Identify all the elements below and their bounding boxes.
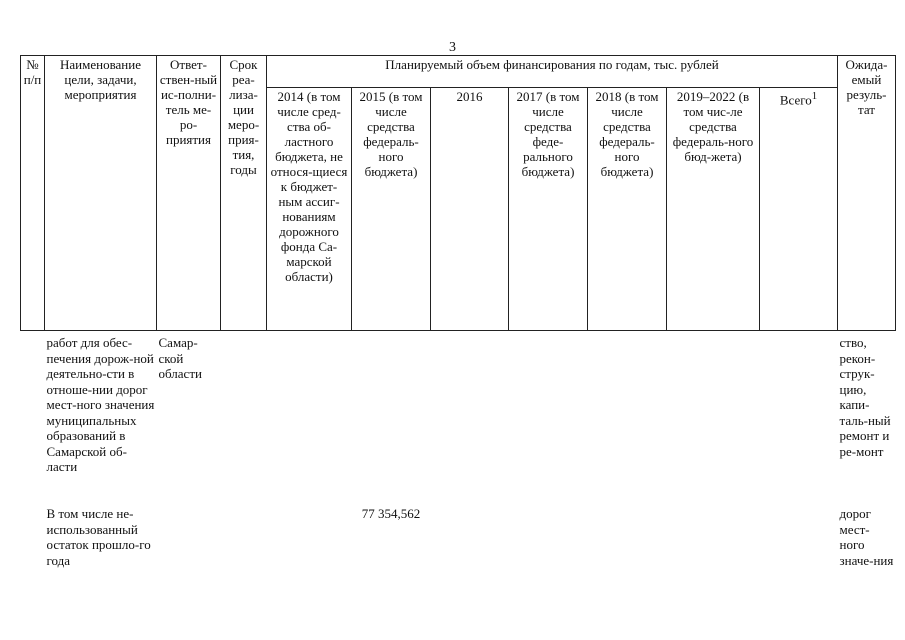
page-number: 3 bbox=[449, 40, 456, 55]
header-year-2019-2022: 2019–2022 (в том чис-ле средства федераль-ного бюд-жета) bbox=[667, 88, 760, 331]
row1-result: ство, рекон-струк-цию, капи-таль-ный ремонт и ре-монт bbox=[839, 335, 891, 459]
row2-name: В том числе не-использованный остаток прошло-го года bbox=[46, 506, 151, 568]
header-name: Наименование цели, задачи, мероприятия bbox=[45, 56, 157, 331]
table-header-row bbox=[21, 56, 896, 88]
header-total-label: Всего bbox=[779, 92, 812, 108]
header-num: № п/п bbox=[21, 56, 45, 331]
header-year-2014: 2014 (в том числе сред-ства об-ластного бюджета, не относя-щиеся к бюджет-ным ассиг-нованиям дорожного фонда Са-марской области) bbox=[267, 88, 352, 331]
row1-name: работ для обес-печения дорож-ной деятельно-сти в отноше-нии дорог мест-ного значения муниципальных образований в Самарской об-ласти bbox=[46, 335, 155, 474]
row2-num bbox=[21, 496, 45, 569]
header-year-2018: 2018 (в том числе средства федераль-ного бюджета) bbox=[588, 88, 667, 331]
table-row bbox=[21, 496, 896, 569]
header-responsible: Ответ-ствен-ный ис-полни-тель ме-ро-приятия bbox=[157, 56, 221, 331]
header-total bbox=[760, 88, 838, 331]
header-year-2015: 2015 (в том числе средства федераль-ного бюджета) bbox=[352, 88, 431, 331]
header-result: Ожида-емый резуль-тат bbox=[838, 56, 896, 331]
table-row bbox=[21, 331, 896, 497]
header-year-2017: 2017 (в том числе средства феде-рального бюджета) bbox=[509, 88, 588, 331]
header-year-2016: 2016 bbox=[431, 88, 509, 331]
row2-result: дорог мест-ного значе-ния bbox=[839, 506, 894, 568]
row1-responsible: Самар-ской области bbox=[158, 335, 202, 381]
header-term: Срок реа-лиза-ции меро-прия-тия, годы bbox=[221, 56, 267, 331]
header-financing: Планируемый объем финансирования по годам, тыс. рублей bbox=[267, 56, 838, 88]
financing-table bbox=[20, 55, 896, 569]
header-total-footnote: 1 bbox=[811, 90, 818, 102]
row1-num bbox=[21, 331, 45, 497]
row2-value-2015: 77 354,562 bbox=[361, 506, 421, 521]
